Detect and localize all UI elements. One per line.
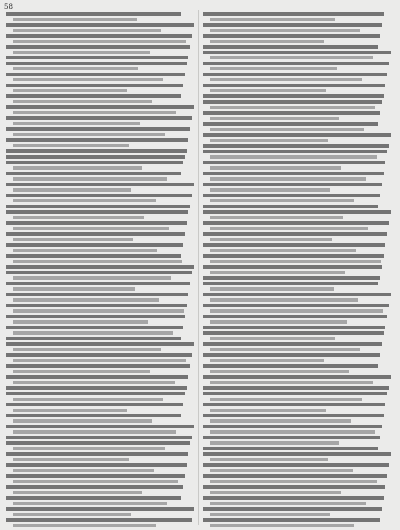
text-line-illegible <box>210 320 347 323</box>
text-line-illegible <box>13 309 184 312</box>
text-line-illegible <box>6 441 190 445</box>
text-line-illegible <box>210 177 366 180</box>
directory-entry <box>6 337 196 341</box>
directory-entry <box>203 12 393 21</box>
text-line-illegible <box>6 271 192 275</box>
directory-entry <box>6 425 196 434</box>
text-line-illegible <box>203 304 389 308</box>
text-line-illegible <box>6 375 188 379</box>
directory-entry <box>6 45 196 54</box>
text-line-illegible <box>203 425 382 429</box>
directory-entry <box>6 84 196 93</box>
text-line-illegible <box>6 474 185 478</box>
column-left <box>6 12 196 529</box>
text-line-illegible <box>13 359 186 362</box>
directory-entry <box>6 436 196 440</box>
text-line-illegible <box>210 419 351 422</box>
text-line-illegible <box>203 84 385 88</box>
text-line-illegible <box>6 116 192 120</box>
text-line-illegible <box>203 282 378 286</box>
text-line-illegible <box>210 78 362 81</box>
column-gutter <box>198 10 199 525</box>
text-line-illegible <box>203 51 391 55</box>
directory-entry <box>203 254 393 263</box>
directory-entry <box>6 94 196 103</box>
text-line-illegible <box>203 386 389 390</box>
text-line-illegible <box>6 293 188 297</box>
text-line-illegible <box>13 166 142 169</box>
text-line-illegible <box>203 34 380 38</box>
text-line-illegible <box>203 414 384 418</box>
text-line-illegible <box>13 409 127 412</box>
directory-entry <box>203 282 393 291</box>
directory-entry <box>6 172 196 181</box>
text-line-illegible <box>13 398 163 401</box>
text-line-illegible <box>203 447 378 451</box>
directory-entry <box>6 205 196 209</box>
text-line-illegible <box>13 348 161 351</box>
text-line-illegible <box>210 491 341 494</box>
text-line-illegible <box>6 155 185 159</box>
text-line-illegible <box>203 133 391 137</box>
directory-entry <box>6 326 196 335</box>
directory-entry <box>6 243 196 252</box>
text-line-illegible <box>6 304 187 308</box>
text-line-illegible <box>210 430 375 433</box>
text-line-illegible <box>13 100 152 103</box>
directory-entry <box>203 100 393 109</box>
directory-entry <box>6 265 196 269</box>
directory-entry <box>6 518 196 527</box>
text-line-illegible <box>203 221 389 225</box>
text-line-illegible <box>6 452 188 456</box>
text-line-illegible <box>203 452 391 456</box>
text-line-illegible <box>13 227 169 230</box>
text-line-illegible <box>13 78 163 81</box>
text-line-illegible <box>210 155 377 158</box>
text-line-illegible <box>13 287 135 290</box>
directory-entry <box>203 23 393 32</box>
text-line-illegible <box>210 348 360 351</box>
column-right <box>203 12 393 529</box>
directory-entry <box>6 138 196 147</box>
directory-entry <box>203 375 393 384</box>
text-line-illegible <box>203 172 384 176</box>
directory-entry <box>6 463 196 472</box>
text-line-illegible <box>6 342 194 346</box>
directory-entry <box>203 111 393 120</box>
text-line-illegible <box>203 485 385 489</box>
directory-entry <box>6 496 196 505</box>
directory-entry <box>203 447 393 451</box>
directory-entry <box>6 474 196 483</box>
directory-entry <box>203 353 393 362</box>
text-line-illegible <box>13 29 161 32</box>
text-line-illegible <box>210 309 383 312</box>
text-line-illegible <box>6 94 181 98</box>
text-line-illegible <box>210 40 324 43</box>
text-line-illegible <box>13 67 138 70</box>
text-line-illegible <box>203 73 387 77</box>
text-line-illegible <box>203 326 385 330</box>
text-line-illegible <box>203 474 387 478</box>
directory-entry <box>203 183 393 192</box>
text-line-illegible <box>13 430 176 433</box>
text-line-illegible <box>6 105 194 109</box>
text-line-illegible <box>6 221 187 225</box>
text-line-illegible <box>210 502 366 505</box>
text-line-illegible <box>210 441 339 444</box>
text-line-illegible <box>6 84 183 88</box>
text-line-illegible <box>210 458 328 461</box>
directory-entry <box>203 205 393 209</box>
text-line-illegible <box>210 298 358 301</box>
text-line-illegible <box>6 34 192 38</box>
text-line-illegible <box>203 232 387 236</box>
directory-entry <box>6 194 196 203</box>
directory-entry <box>6 375 196 384</box>
text-line-illegible <box>13 320 148 323</box>
text-line-illegible <box>203 403 385 407</box>
directory-entry <box>6 293 196 302</box>
text-line-illegible <box>6 194 192 198</box>
directory-entry <box>6 161 196 170</box>
text-line-illegible <box>203 210 391 214</box>
text-line-illegible <box>6 127 190 131</box>
text-line-illegible <box>6 23 194 27</box>
directory-entry <box>203 364 393 373</box>
text-line-illegible <box>210 381 373 384</box>
directory-entry <box>6 127 196 136</box>
text-line-illegible <box>13 298 159 301</box>
text-line-illegible <box>203 150 387 154</box>
directory-entry <box>6 56 196 60</box>
text-line-illegible <box>6 73 185 77</box>
text-line-illegible <box>6 425 194 429</box>
text-line-illegible <box>13 260 182 263</box>
text-line-illegible <box>210 524 354 527</box>
text-line-illegible <box>6 392 185 396</box>
directory-entry <box>203 232 393 241</box>
text-line-illegible <box>210 29 360 32</box>
text-line-illegible <box>6 386 187 390</box>
directory-entry <box>203 221 393 230</box>
text-line-illegible <box>6 507 194 511</box>
text-line-illegible <box>210 513 330 516</box>
text-line-illegible <box>210 139 328 142</box>
text-line-illegible <box>203 436 380 440</box>
text-line-illegible <box>6 205 190 209</box>
text-line-illegible <box>6 161 183 165</box>
text-line-illegible <box>210 216 343 219</box>
directory-entry <box>6 392 196 401</box>
text-line-illegible <box>203 265 382 269</box>
directory-entry <box>203 386 393 390</box>
text-line-illegible <box>210 249 356 252</box>
text-line-illegible <box>203 507 382 511</box>
directory-entry <box>6 221 196 230</box>
text-line-illegible <box>13 513 131 516</box>
directory-entry <box>6 414 196 423</box>
text-line-illegible <box>203 111 380 115</box>
directory-entry <box>203 342 393 351</box>
text-line-illegible <box>6 232 185 236</box>
text-line-illegible <box>203 518 380 522</box>
text-line-illegible <box>6 463 187 467</box>
text-line-illegible <box>13 381 175 384</box>
text-line-illegible <box>6 45 190 49</box>
text-line-illegible <box>13 480 178 483</box>
text-line-illegible <box>6 436 192 440</box>
text-line-illegible <box>13 370 150 373</box>
directory-entry <box>203 84 393 93</box>
text-line-illegible <box>6 282 190 286</box>
text-line-illegible <box>13 122 140 125</box>
directory-entry <box>6 183 196 192</box>
text-line-illegible <box>210 166 341 169</box>
text-line-illegible <box>210 398 362 401</box>
text-line-illegible <box>203 331 384 335</box>
text-line-illegible <box>210 370 349 373</box>
directory-entry <box>203 452 393 461</box>
directory-entry <box>6 210 196 219</box>
text-line-illegible <box>13 491 142 494</box>
text-line-illegible <box>203 392 387 396</box>
text-line-illegible <box>203 144 389 148</box>
text-line-illegible <box>210 188 330 191</box>
directory-entry <box>6 403 196 412</box>
text-line-illegible <box>203 254 384 258</box>
page-number: 58 <box>4 3 13 11</box>
directory-entry <box>203 51 393 60</box>
text-line-illegible <box>13 111 176 114</box>
text-line-illegible <box>203 100 382 104</box>
text-line-illegible <box>13 144 129 147</box>
directory-entry <box>203 94 393 98</box>
directory-entry <box>6 485 196 494</box>
text-line-illegible <box>210 480 377 483</box>
directory-entry <box>203 122 393 131</box>
text-line-illegible <box>6 56 188 60</box>
text-line-illegible <box>203 161 385 165</box>
text-line-illegible <box>6 210 188 214</box>
text-line-illegible <box>13 18 137 21</box>
directory-entry <box>6 271 196 280</box>
text-line-illegible <box>203 342 382 346</box>
directory-entry <box>203 62 393 71</box>
text-line-illegible <box>13 502 167 505</box>
directory-entry <box>6 507 196 516</box>
directory-entry <box>203 210 393 219</box>
text-line-illegible <box>13 524 156 527</box>
directory-entry <box>6 282 196 291</box>
text-line-illegible <box>6 254 181 258</box>
directory-entry <box>203 304 393 313</box>
text-line-illegible <box>203 496 384 500</box>
directory-entry <box>6 315 196 324</box>
text-line-illegible <box>203 183 382 187</box>
text-line-illegible <box>203 276 380 280</box>
text-line-illegible <box>6 496 181 500</box>
directory-entry <box>203 331 393 340</box>
text-line-illegible <box>203 62 389 66</box>
text-line-illegible <box>203 463 389 467</box>
text-line-illegible <box>203 122 378 126</box>
text-line-illegible <box>203 293 391 297</box>
directory-entry <box>6 155 196 159</box>
directory-entry <box>203 34 393 43</box>
text-line-illegible <box>203 375 391 379</box>
text-line-illegible <box>210 337 335 340</box>
text-line-illegible <box>6 326 183 330</box>
directory-entry <box>203 414 393 423</box>
directory-entry <box>6 304 196 313</box>
directory-entry <box>203 496 393 505</box>
text-line-illegible <box>203 94 384 98</box>
directory-entry <box>203 144 393 148</box>
text-line-illegible <box>210 469 353 472</box>
text-line-illegible <box>203 364 378 368</box>
text-line-illegible <box>203 23 382 27</box>
directory-entry <box>6 386 196 390</box>
text-line-illegible <box>203 194 380 198</box>
text-line-illegible <box>13 199 156 202</box>
text-line-illegible <box>6 353 192 357</box>
text-line-illegible <box>13 419 152 422</box>
directory-entry <box>6 353 196 362</box>
text-line-illegible <box>13 51 150 54</box>
text-line-illegible <box>13 458 129 461</box>
text-line-illegible <box>210 359 324 362</box>
text-line-illegible <box>210 260 381 263</box>
directory-entry <box>203 150 393 159</box>
text-line-illegible <box>6 414 181 418</box>
text-line-illegible <box>210 67 337 70</box>
text-line-illegible <box>6 403 183 407</box>
text-line-illegible <box>210 106 375 109</box>
text-line-illegible <box>13 238 133 241</box>
text-line-illegible <box>13 177 167 180</box>
text-line-illegible <box>6 12 181 16</box>
text-line-illegible <box>210 56 373 59</box>
text-line-illegible <box>6 315 185 319</box>
text-line-illegible <box>13 133 165 136</box>
directory-entry <box>203 518 393 527</box>
text-line-illegible <box>203 353 380 357</box>
directory-entry <box>203 436 393 445</box>
text-line-illegible <box>6 138 188 142</box>
directory-entry <box>203 463 393 472</box>
text-line-illegible <box>13 249 157 252</box>
directory-entry <box>203 161 393 170</box>
text-line-illegible <box>210 117 339 120</box>
directory-entry <box>203 392 393 401</box>
directory-entry <box>6 23 196 32</box>
text-line-illegible <box>6 62 187 66</box>
directory-entry <box>6 441 196 450</box>
text-line-illegible <box>210 271 345 274</box>
directory-entry <box>203 172 393 181</box>
text-line-illegible <box>203 243 385 247</box>
directory-entry <box>6 73 196 82</box>
directory-entry <box>203 315 393 324</box>
directory-entry <box>6 12 196 21</box>
directory-entry <box>203 403 393 412</box>
text-line-illegible <box>6 485 183 489</box>
text-line-illegible <box>6 265 194 269</box>
text-line-illegible <box>6 243 183 247</box>
directory-entry <box>6 34 196 43</box>
directory-entry <box>6 364 196 373</box>
text-line-illegible <box>6 172 181 176</box>
directory-entry <box>6 452 196 461</box>
text-line-illegible <box>210 227 368 230</box>
text-line-illegible <box>210 409 326 412</box>
directory-entry <box>6 62 196 71</box>
text-line-illegible <box>13 331 173 334</box>
directory-entry <box>203 194 393 203</box>
text-line-illegible <box>210 18 335 21</box>
directory-entry <box>203 425 393 434</box>
text-line-illegible <box>210 89 326 92</box>
text-line-illegible <box>210 287 334 290</box>
text-line-illegible <box>6 337 181 341</box>
text-line-illegible <box>6 149 187 153</box>
text-line-illegible <box>210 238 332 241</box>
directory-entry <box>203 133 393 142</box>
text-line-illegible <box>203 12 384 16</box>
directory-entry <box>203 474 393 483</box>
text-line-illegible <box>13 89 127 92</box>
text-line-illegible <box>210 128 364 131</box>
text-line-illegible <box>203 205 378 209</box>
text-line-illegible <box>13 469 154 472</box>
directory-entry <box>203 265 393 274</box>
text-line-illegible <box>13 40 186 43</box>
directory-entry <box>203 326 393 330</box>
directory-entry <box>203 45 393 49</box>
directory-entry <box>6 149 196 153</box>
text-line-illegible <box>210 199 354 202</box>
directory-entry <box>6 116 196 125</box>
text-line-illegible <box>13 447 165 450</box>
directory-entry <box>6 342 196 351</box>
directory-entry <box>203 485 393 494</box>
directory-entry <box>6 254 196 263</box>
text-line-illegible <box>13 188 131 191</box>
text-line-illegible <box>6 518 192 522</box>
directory-entry <box>203 243 393 252</box>
directory-entry <box>6 232 196 241</box>
text-line-illegible <box>203 45 378 49</box>
directory-entry <box>203 276 393 280</box>
directory-entry <box>203 73 393 82</box>
directory-entry <box>203 507 393 516</box>
directory-entry <box>6 105 196 114</box>
text-line-illegible <box>203 315 387 319</box>
text-line-illegible <box>13 276 171 279</box>
text-line-illegible <box>6 364 190 368</box>
text-line-illegible <box>6 183 194 187</box>
directory-entry <box>203 293 393 302</box>
text-line-illegible <box>13 216 144 219</box>
